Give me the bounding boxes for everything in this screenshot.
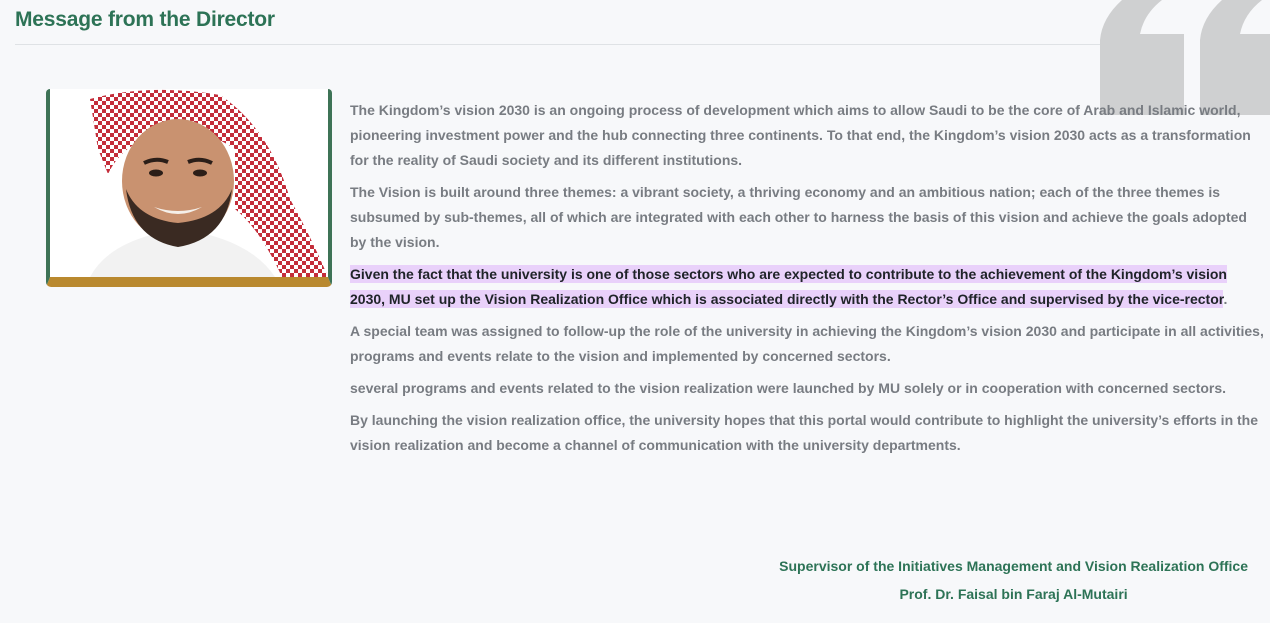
highlight-trailing-period: . [1223,291,1228,307]
message-paragraph: By launching the vision realization office, the university hopes that this portal would contribute to highlight the university’s efforts in the vision realization and become a channel of communication with the university departments. [350,412,1259,453]
message-paragraph: The Vision is built around three themes: a vibrant society, a thriving economy and an ambitious nation; each of the three themes is subsumed by sub-themes, all of which are integrated with each other to harness the basis of this vision and achieve the goals adopted by the vision. [350,184,1247,250]
director-photo [46,89,332,287]
message-paragraph: A special team was assigned to follow-up the role of the university in achieving the Kingdom’s vision 2030 and participate in all activities, programs and events relate to the vision and implemented by concerned sectors. [350,323,1264,364]
message-paragraph-highlighted [350,262,1265,312]
highlighted-text: Given the fact that the university is one of those sectors who are expected to contribute to the achievement of the Kingdom’s vision 2030, MU set up the Vision Realization Office which is associated directly with the Rector’s Office and supervised by the vice-rector [350,266,1227,307]
signature-block [779,552,1248,608]
message-paragraph: The Kingdom’s vision 2030 is an ongoing process of development which aims to allow Saudi to be the core of Arab and Islamic world, pioneering investment power and the hub connecting three continents. To that end, the Kingdom’s vision 2030 acts as a transformation for the reality of Saudi society and its different institutions. [350,102,1251,168]
title-divider [15,44,1165,45]
signature-name: Prof. Dr. Faisal bin Faraj Al-Mutairi [899,586,1128,602]
page-title: Message from the Director [15,8,275,31]
message-paragraph: several programs and events related to the vision realization were launched by MU solely or in cooperation with concerned sectors. [350,380,1227,396]
message-body [350,98,1265,465]
signature-role: Supervisor of the Initiatives Management and Vision Realization Office [779,558,1248,574]
